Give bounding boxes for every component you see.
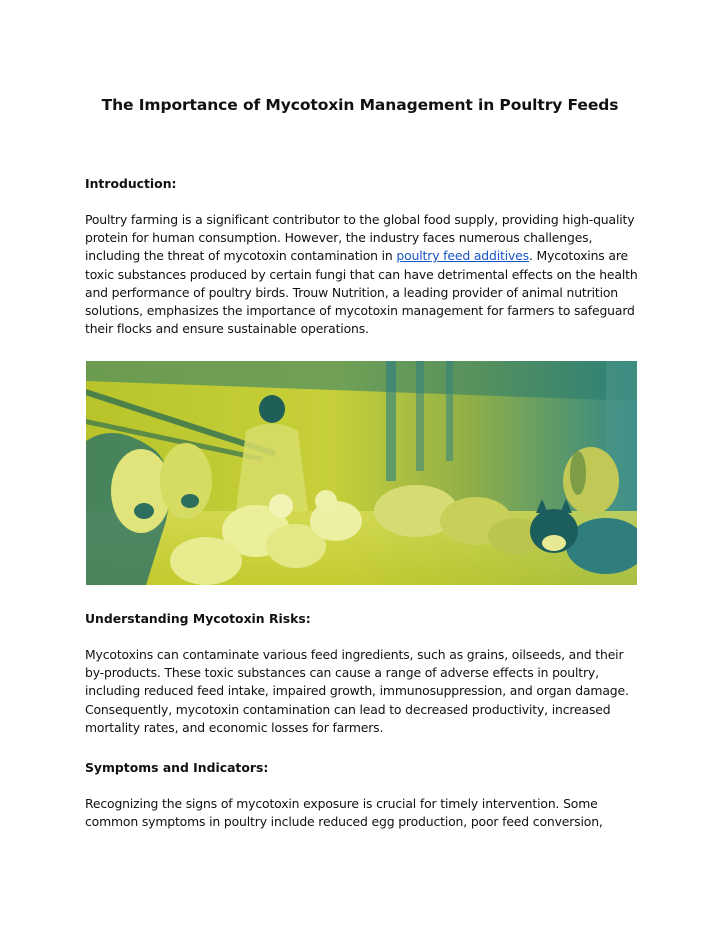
intro-heading: Introduction:: [85, 176, 177, 191]
intro-text-end: . Mycotoxins are toxic substances produced by certain fungi that can have detrimental effects on the health and performance of poultry birds. Trouw Nutrition, a leading provider of animal nutrition solutions, emphasizes the importance of mycotoxin management for farmers to safeguard their flocks and ensure sustainable operations.: [85, 248, 638, 337]
page-title: The Importance of Mycotoxin Management in Poultry Feeds: [101, 96, 619, 114]
risks-paragraph: Mycotoxins can contaminate various feed ingredients, such as grains, oilseeds, and their by-products. These toxic substances can cause a range of adverse effects in poultry, including reduced feed intake, impaired growth, immunosuppression, and organ damage. Consequently, mycotoxin contamination can lead to decreased productivity, increased mortality rates, and economic losses for farmers.: [85, 647, 629, 735]
intro-paragraph: [85, 211, 645, 338]
livestock-photo: [86, 361, 637, 585]
symptoms-paragraph: Recognizing the signs of mycotoxin exposure is crucial for timely intervention. Some common symptoms in poultry include reduced egg production, poor feed conversion,: [85, 796, 603, 830]
risks-heading: Understanding Mycotoxin Risks:: [85, 611, 311, 626]
symptoms-heading: Symptoms and Indicators:: [85, 760, 269, 775]
intro-text-start: Poultry farming is a significant contributor to the global food supply, providing high-quality protein for human consumption. However, the industry faces numerous challenges, including the threat of mycotoxin contamination in: [85, 212, 635, 264]
poultry-feed-additives-link[interactable]: poultry feed additives: [396, 248, 529, 264]
